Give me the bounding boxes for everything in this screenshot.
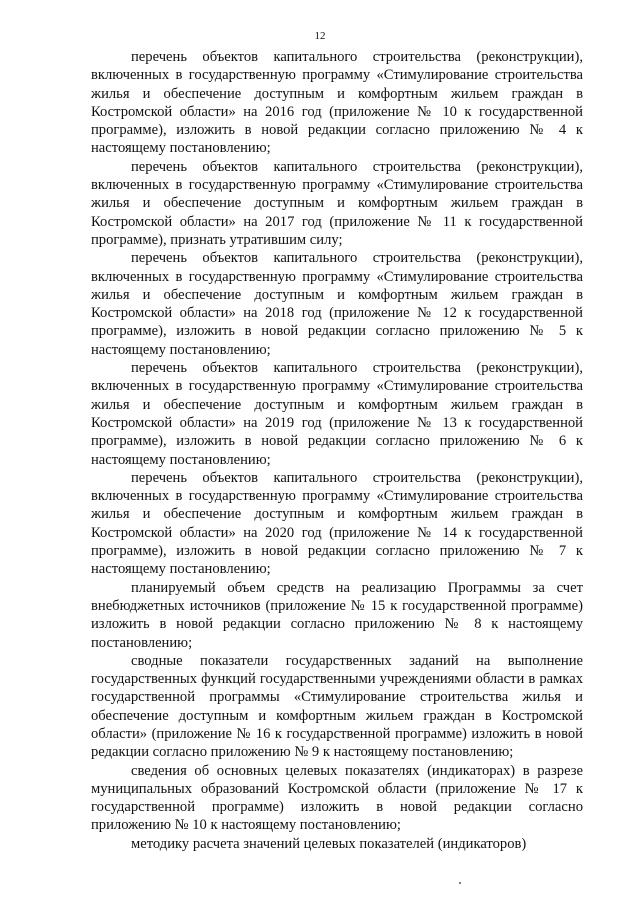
paragraph-target-indicators: сведения об основных целевых показателях (индикаторах) в разрезе муниципальных образований Костромской области (приложение № 17 к государственной программе) изложить в новой редакции согласно приложению № 10 к настоящему постановлению; [91,762,583,834]
paragraph-state-tasks: сводные показатели государственных заданий на выполнение государственных функций государственными учреждениями области в рамках государственной программы «Стимулирование строительства жилья и обеспечение доступным и комфортным жильем граждан в Костромской области» (приложение № 16 к государственной программе) изложить в новой редакции согласно приложению № 9 к настоящему постановлению; [91,652,583,761]
page-number: 12 [314,30,326,42]
paragraph-list-2017: перечень объектов капитального строительства (реконструкции), включенных в государственную программу «Стимулирование строительства жилья и обеспечение доступным и комфортным жильем граждан в Костромской области» на 2017 год (приложение № 11 к государственной программе), признать утратившим силу; [91,158,583,248]
paragraph-list-2019: перечень объектов капитального строительства (реконструкции), включенных в государственную программу «Стимулирование строительства жилья и обеспечение доступным и комфортным жильем граждан в Костромской области» на 2019 год (приложение № 13 к государственной программе), изложить в новой редакции согласно приложению № 6 к настоящему постановлению; [91,360,583,468]
paragraph-list-2016: перечень объектов капитального строительства (реконструкции), включенных в государственную программу «Стимулирование строительства жилья и обеспечение доступным и комфортным жильем граждан в Костромской области» на 2016 год (приложение № 10 к государственной программе), изложить в новой редакции согласно приложению № 4 к настоящему постановлению; [91,49,583,157]
paragraph-extrabudgetary-funds: планируемый объем средств на реализацию Программы за счет внебюджетных источников (приложение № 15 к государственной программе) изложить в новой редакции согласно приложению № 8 к настоящему постановлению; [91,579,583,651]
document-body [91,48,583,853]
paragraph-list-2020: перечень объектов капитального строительства (реконструкции), включенных в государственную программу «Стимулирование строительства жилья и обеспечение доступным и комфортным жильем граждан в Костромской области» на 2020 год (приложение № 14 к государственной программе), изложить в новой редакции согласно приложению № 7 к настоящему постановлению; [91,469,583,578]
paragraph-methodology: методику расчета значений целевых показателей (индикаторов) [131,835,527,852]
scan-speck [459,882,461,884]
paragraph-list-2018: перечень объектов капитального строительства (реконструкции), включенных в государственную программу «Стимулирование строительства жилья и обеспечение доступным и комфортным жильем граждан в Костромской области» на 2018 год (приложение № 12 к государственной программе), изложить в новой редакции согласно приложению № 5 к настоящему постановлению; [91,250,583,358]
